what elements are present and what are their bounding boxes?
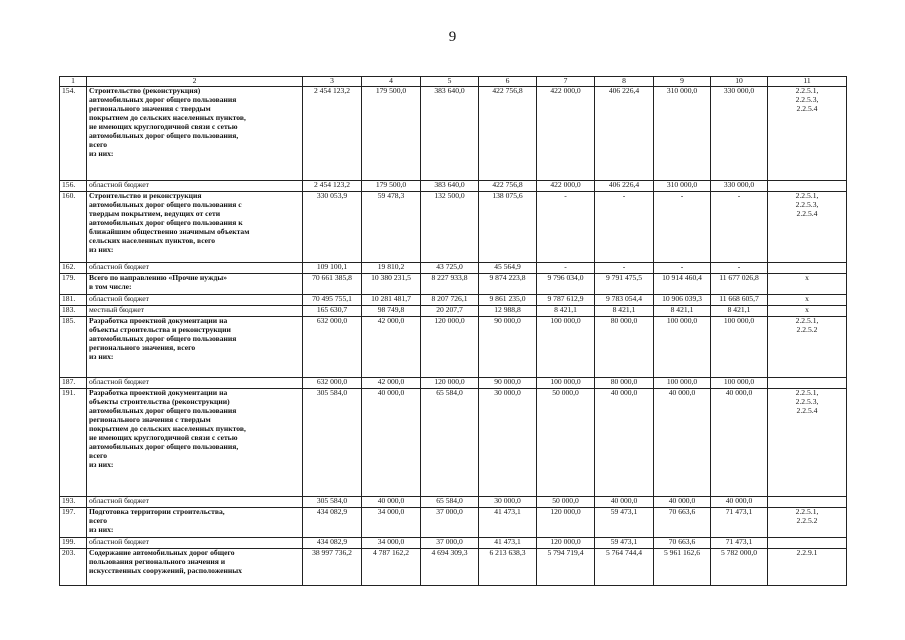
value-cell: 8 207 726,1 [421, 295, 479, 306]
header-row [60, 77, 847, 87]
row-number-cell: 191. [60, 389, 87, 497]
row-name-cell: местный бюджет [87, 306, 303, 317]
value-cell: 305 584,0 [303, 497, 362, 508]
value-cell: 632 000,0 [303, 317, 362, 378]
value-cell: 40 000,0 [711, 389, 768, 497]
value-cell: 9 783 054,4 [595, 295, 654, 306]
value-cell: 65 584,0 [421, 389, 479, 497]
value-cell: 42 000,0 [362, 317, 421, 378]
value-cell: 179 500,0 [362, 87, 421, 181]
value-cell: 100 000,0 [537, 317, 595, 378]
table-row-budget [60, 378, 847, 389]
value-cell: 90 000,0 [479, 378, 537, 389]
row-name-cell: Всего по направлению «Прочие нужды» в том числе: [87, 274, 303, 295]
value-cell: 40 000,0 [654, 389, 711, 497]
table-body [60, 77, 847, 586]
table-row-budget [60, 295, 847, 306]
value-cell: 120 000,0 [421, 378, 479, 389]
value-cell: 40 000,0 [362, 497, 421, 508]
value-cell: 2 454 123,2 [303, 87, 362, 181]
code-cell: 2.2.5.1, 2.2.5.2 [768, 317, 847, 378]
row-number-cell: 181. [60, 295, 87, 306]
row-number-cell: 183. [60, 306, 87, 317]
value-cell: 10 906 039,3 [654, 295, 711, 306]
table-row-budget [60, 306, 847, 317]
header-cell: 8 [595, 77, 654, 87]
row-name-cell: областной бюджет [87, 295, 303, 306]
page-number: 9 [448, 29, 457, 45]
code-cell: x [768, 295, 847, 306]
row-number-cell: 179. [60, 274, 87, 295]
value-cell: 38 997 736,2 [303, 549, 362, 586]
row-number-cell: 154. [60, 87, 87, 181]
value-cell: 37 000,0 [421, 538, 479, 549]
value-cell: 132 500,0 [421, 192, 479, 263]
table-row-item [60, 508, 847, 538]
value-cell: 40 000,0 [654, 497, 711, 508]
value-cell: 100 000,0 [711, 378, 768, 389]
value-cell: 71 473,1 [711, 538, 768, 549]
code-cell: x [768, 274, 847, 295]
value-cell: 422 000,0 [537, 87, 595, 181]
row-name-cell: областной бюджет [87, 538, 303, 549]
value-cell: 383 640,0 [421, 87, 479, 181]
row-number-cell: 185. [60, 317, 87, 378]
code-cell [768, 263, 847, 274]
code-cell [768, 497, 847, 508]
table-row-item [60, 317, 847, 378]
row-name-cell: Строительство (реконструкция) автомобильных дорог общего пользования регионального значения с твердым покрытием до сельских населенных пунктов, не имеющих круглогодичной связи с сетью автомобильных дорог общего пользования, всего из них: [87, 87, 303, 181]
value-cell: 434 082,9 [303, 508, 362, 538]
value-cell: - [537, 192, 595, 263]
value-cell: 70 661 385,8 [303, 274, 362, 295]
value-cell: 98 749,8 [362, 306, 421, 317]
header-cell: 9 [654, 77, 711, 87]
code-cell: x [768, 306, 847, 317]
value-cell: 34 000,0 [362, 508, 421, 538]
header-cell: 7 [537, 77, 595, 87]
value-cell: 20 207,7 [421, 306, 479, 317]
value-cell: 100 000,0 [711, 317, 768, 378]
value-cell: - [537, 263, 595, 274]
row-number-cell: 187. [60, 378, 87, 389]
table-row-item [60, 87, 847, 181]
value-cell: 45 564,9 [479, 263, 537, 274]
value-cell: 305 584,0 [303, 389, 362, 497]
value-cell: 9 791 475,5 [595, 274, 654, 295]
value-cell: 50 000,0 [537, 389, 595, 497]
value-cell: 11 677 026,8 [711, 274, 768, 295]
value-cell: 50 000,0 [537, 497, 595, 508]
value-cell: 120 000,0 [537, 508, 595, 538]
table-row-budget [60, 497, 847, 508]
value-cell: 71 473,1 [711, 508, 768, 538]
value-cell: 8 421,1 [654, 306, 711, 317]
table-row-item [60, 192, 847, 263]
value-cell: 40 000,0 [595, 389, 654, 497]
value-cell: 109 100,1 [303, 263, 362, 274]
value-cell: 2 454 123,2 [303, 181, 362, 192]
code-cell [768, 181, 847, 192]
code-cell: 2.2.9.1 [768, 549, 847, 586]
value-cell: - [654, 263, 711, 274]
header-cell: 5 [421, 77, 479, 87]
value-cell: 65 584,0 [421, 497, 479, 508]
value-cell: 70 663,6 [654, 508, 711, 538]
value-cell: 37 000,0 [421, 508, 479, 538]
value-cell: 10 914 460,4 [654, 274, 711, 295]
value-cell: 80 000,0 [595, 317, 654, 378]
value-cell: 40 000,0 [711, 497, 768, 508]
row-number-cell: 199. [60, 538, 87, 549]
value-cell: 5 961 162,6 [654, 549, 711, 586]
value-cell: 30 000,0 [479, 497, 537, 508]
value-cell: - [654, 192, 711, 263]
value-cell: 632 000,0 [303, 378, 362, 389]
row-name-cell: областной бюджет [87, 181, 303, 192]
header-cell: 3 [303, 77, 362, 87]
value-cell: 310 000,0 [654, 181, 711, 192]
value-cell: 9 787 612,9 [537, 295, 595, 306]
value-cell: 9 874 223,8 [479, 274, 537, 295]
value-cell: 179 500,0 [362, 181, 421, 192]
table-row-budget [60, 538, 847, 549]
value-cell: 434 082,9 [303, 538, 362, 549]
value-cell: - [595, 192, 654, 263]
header-cell: 6 [479, 77, 537, 87]
value-cell: 59 473,1 [595, 508, 654, 538]
header-cell: 2 [87, 77, 303, 87]
value-cell: 90 000,0 [479, 317, 537, 378]
value-cell: 42 000,0 [362, 378, 421, 389]
value-cell: 10 380 231,5 [362, 274, 421, 295]
table-row-budget [60, 263, 847, 274]
row-name-cell: областной бюджет [87, 378, 303, 389]
value-cell: 70 663,6 [654, 538, 711, 549]
value-cell: 422 756,8 [479, 181, 537, 192]
value-cell: 330 000,0 [711, 181, 768, 192]
value-cell: 165 630,7 [303, 306, 362, 317]
value-cell: 9 861 235,0 [479, 295, 537, 306]
value-cell: 5 782 000,0 [711, 549, 768, 586]
value-cell: 383 640,0 [421, 181, 479, 192]
value-cell: 11 668 605,7 [711, 295, 768, 306]
value-cell: 5 764 744,4 [595, 549, 654, 586]
value-cell: - [711, 192, 768, 263]
row-name-cell: Разработка проектной документации на объекты строительства и реконструкции автомобильных дорог общего пользования регионального значения, всего из них: [87, 317, 303, 378]
row-number-cell: 156. [60, 181, 87, 192]
value-cell: 12 988,8 [479, 306, 537, 317]
row-name-cell: Строительство и реконструкция автомобильных дорог общего пользования с твердым покрытием, ведущих от сети автомобильных дорог общего пользования к ближайшим общественно значимым объектам сельских населенных пунктов, всего из них: [87, 192, 303, 263]
value-cell: 8 421,1 [537, 306, 595, 317]
row-name-cell: Разработка проектной документации на объекты строительства (реконструкции) автомобильных дорог общего пользования регионального значения с твердым покрытием до сельских населенных пунктов, не имеющих круглогодичной связи с сетью автомобильных дорог общего пользования, всего из них: [87, 389, 303, 497]
value-cell: 330 053,9 [303, 192, 362, 263]
value-cell: 19 810,2 [362, 263, 421, 274]
value-cell: 40 000,0 [595, 497, 654, 508]
value-cell: 4 787 162,2 [362, 549, 421, 586]
value-cell: 70 495 755,1 [303, 295, 362, 306]
value-cell: 59 473,1 [595, 538, 654, 549]
value-cell: 100 000,0 [537, 378, 595, 389]
value-cell: 40 000,0 [362, 389, 421, 497]
value-cell: 59 478,3 [362, 192, 421, 263]
value-cell: 100 000,0 [654, 378, 711, 389]
value-cell: 406 226,4 [595, 181, 654, 192]
value-cell: 422 000,0 [537, 181, 595, 192]
value-cell: - [595, 263, 654, 274]
value-cell: 80 000,0 [595, 378, 654, 389]
row-number-cell: 203. [60, 549, 87, 586]
header-cell: 1 [60, 77, 87, 87]
row-number-cell: 162. [60, 263, 87, 274]
header-cell: 11 [768, 77, 847, 87]
value-cell: - [711, 263, 768, 274]
table-row-item [60, 389, 847, 497]
table-row-item [60, 274, 847, 295]
value-cell: 41 473,1 [479, 538, 537, 549]
code-cell [768, 378, 847, 389]
row-name-cell: областной бюджет [87, 263, 303, 274]
value-cell: 8 421,1 [711, 306, 768, 317]
value-cell: 8 421,1 [595, 306, 654, 317]
table-row-item [60, 549, 847, 586]
value-cell: 120 000,0 [537, 538, 595, 549]
table-row-budget [60, 181, 847, 192]
value-cell: 41 473,1 [479, 508, 537, 538]
value-cell: 43 725,0 [421, 263, 479, 274]
value-cell: 5 794 719,4 [537, 549, 595, 586]
value-cell: 34 000,0 [362, 538, 421, 549]
value-cell: 4 694 309,3 [421, 549, 479, 586]
row-number-cell: 160. [60, 192, 87, 263]
code-cell [768, 538, 847, 549]
value-cell: 120 000,0 [421, 317, 479, 378]
value-cell: 422 756,8 [479, 87, 537, 181]
code-cell: 2.2.5.1, 2.2.5.2 [768, 508, 847, 538]
value-cell: 406 226,4 [595, 87, 654, 181]
value-cell: 330 000,0 [711, 87, 768, 181]
row-number-cell: 197. [60, 508, 87, 538]
row-name-cell: Содержание автомобильных дорог общего пользования регионального значения и искусственных сооружений, расположенных [87, 549, 303, 586]
value-cell: 138 075,6 [479, 192, 537, 263]
value-cell: 9 796 034,0 [537, 274, 595, 295]
row-name-cell: Подготовка территории строительства, всего из них: [87, 508, 303, 538]
value-cell: 100 000,0 [654, 317, 711, 378]
header-cell: 4 [362, 77, 421, 87]
row-number-cell: 193. [60, 497, 87, 508]
header-cell: 10 [711, 77, 768, 87]
row-name-cell: областной бюджет [87, 497, 303, 508]
value-cell: 10 281 481,7 [362, 295, 421, 306]
code-cell: 2.2.5.1, 2.2.5.3, 2.2.5.4 [768, 389, 847, 497]
value-cell: 8 227 933,8 [421, 274, 479, 295]
value-cell: 6 213 638,3 [479, 549, 537, 586]
code-cell: 2.2.5.1, 2.2.5.3, 2.2.5.4 [768, 192, 847, 263]
value-cell: 310 000,0 [654, 87, 711, 181]
value-cell: 30 000,0 [479, 389, 537, 497]
budget-table [59, 76, 847, 586]
code-cell: 2.2.5.1, 2.2.5.3, 2.2.5.4 [768, 87, 847, 181]
